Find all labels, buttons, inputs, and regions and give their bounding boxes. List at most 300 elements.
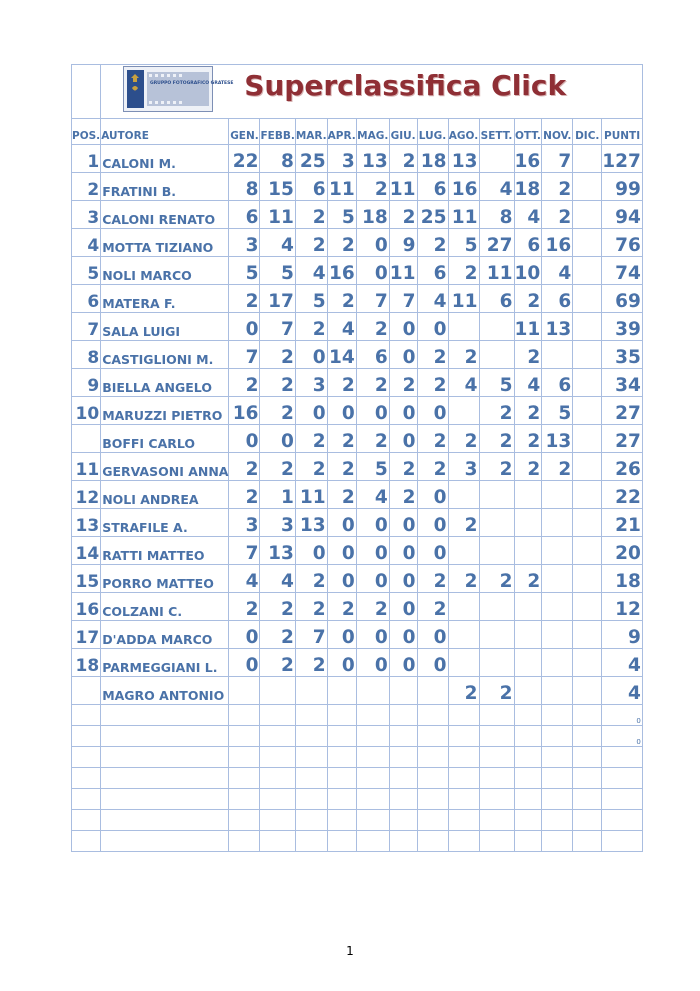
month-score-cell: 4 xyxy=(479,173,514,201)
header-cell: AUTORE xyxy=(101,119,229,145)
month-score-cell: 5 xyxy=(295,285,327,313)
empty-cell xyxy=(229,831,260,852)
month-score-cell xyxy=(479,537,514,565)
month-score-cell: 4 xyxy=(514,369,542,397)
empty-cell xyxy=(479,789,514,810)
month-score-cell: 0 xyxy=(356,621,389,649)
month-score-cell xyxy=(356,677,389,705)
month-score-cell: 18 xyxy=(417,145,448,173)
month-score-cell: 5 xyxy=(356,453,389,481)
empty-cell xyxy=(448,726,479,747)
month-score-cell xyxy=(573,229,602,257)
empty-cell xyxy=(356,705,389,726)
empty-row xyxy=(72,726,643,747)
empty-cell xyxy=(229,747,260,768)
empty-cell xyxy=(229,789,260,810)
month-score-cell: 6 xyxy=(542,285,573,313)
month-score-cell xyxy=(327,677,356,705)
month-score-cell: 2 xyxy=(327,425,356,453)
month-score-cell: 6 xyxy=(356,341,389,369)
month-score-cell: 2 xyxy=(448,509,479,537)
month-score-cell: 2 xyxy=(260,397,295,425)
empty-cell xyxy=(260,789,295,810)
month-score-cell: 2 xyxy=(389,453,417,481)
month-score-cell: 25 xyxy=(295,145,327,173)
month-score-cell: 4 xyxy=(356,481,389,509)
month-score-cell xyxy=(514,677,542,705)
month-score-cell: 2 xyxy=(229,369,260,397)
table-row xyxy=(72,621,643,649)
author-cell: CALONI M. xyxy=(101,145,229,173)
month-score-cell: 0 xyxy=(229,621,260,649)
month-score-cell: 2 xyxy=(229,453,260,481)
month-score-cell: 2 xyxy=(417,341,448,369)
table-row xyxy=(72,509,643,537)
empty-row xyxy=(72,810,643,831)
month-score-cell: 0 xyxy=(327,537,356,565)
month-score-cell: 2 xyxy=(327,229,356,257)
month-score-cell: 0 xyxy=(327,565,356,593)
month-score-cell: 11 xyxy=(389,173,417,201)
position-cell: 9 xyxy=(72,369,101,397)
position-cell: 14 xyxy=(72,537,101,565)
month-score-cell: 2 xyxy=(514,425,542,453)
author-cell: PARMEGGIANI L. xyxy=(101,649,229,677)
month-score-cell xyxy=(479,621,514,649)
month-score-cell: 2 xyxy=(356,313,389,341)
month-score-cell: 0 xyxy=(417,621,448,649)
empty-cell xyxy=(260,747,295,768)
empty-cell xyxy=(260,810,295,831)
month-score-cell: 2 xyxy=(229,481,260,509)
month-score-cell: 2 xyxy=(514,453,542,481)
month-score-cell: 13 xyxy=(295,509,327,537)
empty-cell xyxy=(295,810,327,831)
month-score-cell xyxy=(295,677,327,705)
total-points-cell: 4 xyxy=(602,677,643,705)
empty-cell xyxy=(448,810,479,831)
empty-cell xyxy=(448,831,479,852)
author-cell: SALA LUIGI xyxy=(101,313,229,341)
empty-cell xyxy=(356,810,389,831)
total-points-cell xyxy=(602,831,643,852)
month-score-cell: 2 xyxy=(514,565,542,593)
month-score-cell: 0 xyxy=(327,621,356,649)
empty-cell xyxy=(573,705,602,726)
month-score-cell: 7 xyxy=(542,145,573,173)
empty-cell xyxy=(417,705,448,726)
month-score-cell: 4 xyxy=(514,201,542,229)
month-score-cell: 4 xyxy=(295,257,327,285)
month-score-cell: 2 xyxy=(260,453,295,481)
month-score-cell: 1 xyxy=(260,481,295,509)
month-score-cell xyxy=(448,313,479,341)
page-title: Superclassifica Click xyxy=(244,69,567,102)
month-score-cell: 0 xyxy=(389,397,417,425)
month-score-cell: 7 xyxy=(356,285,389,313)
month-score-cell xyxy=(514,481,542,509)
month-score-cell: 2 xyxy=(479,565,514,593)
month-score-cell: 0 xyxy=(356,537,389,565)
empty-cell xyxy=(417,726,448,747)
month-score-cell: 4 xyxy=(327,313,356,341)
empty-cell xyxy=(72,726,101,747)
total-points-cell: 0 xyxy=(602,726,643,747)
empty-cell xyxy=(573,789,602,810)
empty-cell xyxy=(542,747,573,768)
month-score-cell: 4 xyxy=(542,257,573,285)
month-score-cell: 2 xyxy=(514,285,542,313)
empty-cell xyxy=(260,768,295,789)
month-score-cell: 2 xyxy=(389,201,417,229)
empty-cell xyxy=(295,768,327,789)
empty-cell xyxy=(229,810,260,831)
empty-cell xyxy=(101,789,229,810)
month-score-cell xyxy=(542,649,573,677)
month-score-cell: 4 xyxy=(417,285,448,313)
month-score-cell: 0 xyxy=(417,397,448,425)
month-score-cell: 0 xyxy=(389,649,417,677)
position-cell: 13 xyxy=(72,509,101,537)
empty-cell xyxy=(417,768,448,789)
empty-cell xyxy=(389,768,417,789)
month-score-cell xyxy=(573,425,602,453)
author-cell: BOFFI CARLO xyxy=(101,425,229,453)
month-score-cell: 27 xyxy=(479,229,514,257)
month-score-cell xyxy=(573,201,602,229)
month-score-cell: 3 xyxy=(229,229,260,257)
month-score-cell: 6 xyxy=(295,173,327,201)
month-score-cell: 4 xyxy=(229,565,260,593)
empty-cell xyxy=(448,747,479,768)
month-score-cell: 2 xyxy=(417,453,448,481)
month-score-cell: 0 xyxy=(327,397,356,425)
month-score-cell: 13 xyxy=(356,145,389,173)
month-score-cell: 2 xyxy=(389,145,417,173)
empty-cell xyxy=(417,831,448,852)
month-score-cell: 13 xyxy=(542,425,573,453)
month-score-cell: 3 xyxy=(448,453,479,481)
empty-cell xyxy=(356,768,389,789)
month-score-cell: 0 xyxy=(356,565,389,593)
month-score-cell: 7 xyxy=(260,313,295,341)
table-row xyxy=(72,341,643,369)
month-score-cell: 16 xyxy=(542,229,573,257)
month-score-cell: 11 xyxy=(448,201,479,229)
empty-cell xyxy=(573,810,602,831)
total-points-cell: 27 xyxy=(602,397,643,425)
empty-cell xyxy=(101,726,229,747)
month-score-cell: 0 xyxy=(356,509,389,537)
month-score-cell xyxy=(479,313,514,341)
empty-cell xyxy=(542,831,573,852)
month-score-cell: 2 xyxy=(295,649,327,677)
month-score-cell: 2 xyxy=(479,453,514,481)
position-cell xyxy=(72,677,101,705)
position-cell: 15 xyxy=(72,565,101,593)
month-score-cell xyxy=(542,341,573,369)
month-score-cell: 2 xyxy=(479,397,514,425)
month-score-cell xyxy=(448,649,479,677)
month-score-cell xyxy=(573,453,602,481)
empty-cell xyxy=(327,726,356,747)
empty-cell xyxy=(389,747,417,768)
month-score-cell: 0 xyxy=(295,537,327,565)
month-score-cell: 2 xyxy=(542,201,573,229)
empty-cell xyxy=(573,831,602,852)
table-row xyxy=(72,593,643,621)
position-cell: 18 xyxy=(72,649,101,677)
table-row xyxy=(72,173,643,201)
month-score-cell: 10 xyxy=(514,257,542,285)
month-score-cell: 2 xyxy=(260,649,295,677)
month-score-cell xyxy=(542,481,573,509)
table-row xyxy=(72,369,643,397)
month-score-cell: 5 xyxy=(229,257,260,285)
month-score-cell: 2 xyxy=(327,369,356,397)
position-cell xyxy=(72,425,101,453)
month-score-cell: 11 xyxy=(260,201,295,229)
position-cell: 3 xyxy=(72,201,101,229)
month-score-cell: 11 xyxy=(514,313,542,341)
empty-cell xyxy=(260,726,295,747)
total-points-cell: 20 xyxy=(602,537,643,565)
empty-row xyxy=(72,831,643,852)
month-score-cell: 2 xyxy=(542,453,573,481)
month-score-cell xyxy=(542,537,573,565)
position-cell: 6 xyxy=(72,285,101,313)
header-cell: GEN. xyxy=(229,119,260,145)
header-cell: FEBB. xyxy=(260,119,295,145)
month-score-cell: 2 xyxy=(327,481,356,509)
header-cell: PUNTI xyxy=(602,119,643,145)
month-score-cell xyxy=(479,481,514,509)
empty-cell xyxy=(327,747,356,768)
total-points-cell: 69 xyxy=(602,285,643,313)
empty-cell xyxy=(229,726,260,747)
total-points-cell: 39 xyxy=(602,313,643,341)
empty-row xyxy=(72,768,643,789)
total-points-cell: 94 xyxy=(602,201,643,229)
empty-cell xyxy=(295,789,327,810)
total-points-cell: 21 xyxy=(602,509,643,537)
author-cell: MOTTA TIZIANO xyxy=(101,229,229,257)
month-score-cell: 2 xyxy=(542,173,573,201)
table-row xyxy=(72,537,643,565)
empty-cell xyxy=(101,768,229,789)
author-cell: MAGRO ANTONIO xyxy=(101,677,229,705)
month-score-cell xyxy=(514,621,542,649)
month-score-cell: 2 xyxy=(295,425,327,453)
month-score-cell: 2 xyxy=(417,425,448,453)
table-row xyxy=(72,285,643,313)
month-score-cell: 0 xyxy=(229,313,260,341)
month-score-cell xyxy=(542,677,573,705)
month-score-cell: 2 xyxy=(327,593,356,621)
author-cell: CASTIGLIONI M. xyxy=(101,341,229,369)
month-score-cell: 6 xyxy=(417,257,448,285)
month-score-cell xyxy=(573,341,602,369)
empty-cell xyxy=(542,705,573,726)
total-points-cell: 0 xyxy=(602,705,643,726)
month-score-cell: 0 xyxy=(417,481,448,509)
position-cell: 8 xyxy=(72,341,101,369)
author-cell: NOLI ANDREA xyxy=(101,481,229,509)
empty-cell xyxy=(542,768,573,789)
month-score-cell: 0 xyxy=(356,257,389,285)
month-score-cell: 11 xyxy=(389,257,417,285)
month-score-cell: 0 xyxy=(389,621,417,649)
month-score-cell: 2 xyxy=(417,229,448,257)
empty-cell xyxy=(260,831,295,852)
month-score-cell: 22 xyxy=(229,145,260,173)
month-score-cell: 16 xyxy=(229,397,260,425)
month-score-cell: 2 xyxy=(356,593,389,621)
empty-cell xyxy=(573,768,602,789)
classifica-table xyxy=(71,64,643,852)
author-cell: PORRO MATTEO xyxy=(101,565,229,593)
month-score-cell: 13 xyxy=(448,145,479,173)
empty-row xyxy=(72,747,643,768)
month-score-cell: 2 xyxy=(260,369,295,397)
month-score-cell: 0 xyxy=(389,425,417,453)
month-score-cell: 7 xyxy=(389,285,417,313)
month-score-cell xyxy=(448,593,479,621)
total-points-cell: 4 xyxy=(602,649,643,677)
month-score-cell: 2 xyxy=(479,677,514,705)
month-score-cell xyxy=(542,565,573,593)
month-score-cell: 7 xyxy=(229,341,260,369)
month-score-cell xyxy=(573,509,602,537)
header-row xyxy=(72,119,643,145)
month-score-cell xyxy=(229,677,260,705)
month-score-cell: 0 xyxy=(356,397,389,425)
month-score-cell xyxy=(573,369,602,397)
table-row xyxy=(72,481,643,509)
month-score-cell: 0 xyxy=(229,649,260,677)
month-score-cell xyxy=(573,677,602,705)
empty-cell xyxy=(514,831,542,852)
month-score-cell xyxy=(479,593,514,621)
empty-cell xyxy=(573,747,602,768)
month-score-cell: 2 xyxy=(356,425,389,453)
total-points-cell: 35 xyxy=(602,341,643,369)
month-score-cell: 2 xyxy=(389,369,417,397)
position-cell: 17 xyxy=(72,621,101,649)
author-cell: STRAFILE A. xyxy=(101,509,229,537)
month-score-cell: 11 xyxy=(295,481,327,509)
empty-cell xyxy=(72,705,101,726)
month-score-cell: 2 xyxy=(417,565,448,593)
total-points-cell: 34 xyxy=(602,369,643,397)
month-score-cell xyxy=(573,173,602,201)
position-cell: 1 xyxy=(72,145,101,173)
empty-cell xyxy=(389,705,417,726)
month-score-cell: 6 xyxy=(479,285,514,313)
month-score-cell: 11 xyxy=(479,257,514,285)
total-points-cell xyxy=(602,810,643,831)
header-cell: GIU. xyxy=(389,119,417,145)
author-cell: GERVASONI ANNA xyxy=(101,453,229,481)
month-score-cell: 9 xyxy=(389,229,417,257)
month-score-cell: 8 xyxy=(260,145,295,173)
month-score-cell xyxy=(573,593,602,621)
header-cell: SETT. xyxy=(479,119,514,145)
month-score-cell: 25 xyxy=(417,201,448,229)
month-score-cell xyxy=(573,537,602,565)
month-score-cell: 2 xyxy=(295,565,327,593)
month-score-cell: 2 xyxy=(229,285,260,313)
empty-cell xyxy=(542,789,573,810)
month-score-cell xyxy=(479,649,514,677)
month-score-cell: 0 xyxy=(327,649,356,677)
month-score-cell xyxy=(514,509,542,537)
author-cell: FRATINI B. xyxy=(101,173,229,201)
month-score-cell: 0 xyxy=(356,649,389,677)
month-score-cell xyxy=(573,313,602,341)
month-score-cell: 13 xyxy=(260,537,295,565)
month-score-cell: 7 xyxy=(295,621,327,649)
month-score-cell xyxy=(514,649,542,677)
total-points-cell xyxy=(602,768,643,789)
total-points-cell: 18 xyxy=(602,565,643,593)
month-score-cell: 18 xyxy=(514,173,542,201)
total-points-cell: 99 xyxy=(602,173,643,201)
position-cell: 2 xyxy=(72,173,101,201)
month-score-cell: 2 xyxy=(417,369,448,397)
month-score-cell xyxy=(573,145,602,173)
month-score-cell: 2 xyxy=(448,341,479,369)
header-cell: DIC. xyxy=(573,119,602,145)
empty-cell xyxy=(389,810,417,831)
month-score-cell xyxy=(260,677,295,705)
month-score-cell: 4 xyxy=(260,229,295,257)
month-score-cell: 2 xyxy=(356,173,389,201)
empty-cell xyxy=(229,768,260,789)
page-number: 1 xyxy=(346,944,354,958)
header-cell: APR. xyxy=(327,119,356,145)
table-row xyxy=(72,649,643,677)
author-cell: RATTI MATTEO xyxy=(101,537,229,565)
author-cell: MATERA F. xyxy=(101,285,229,313)
empty-cell xyxy=(72,789,101,810)
empty-cell xyxy=(229,705,260,726)
header-cell: NOV. xyxy=(542,119,573,145)
month-score-cell xyxy=(448,397,479,425)
total-points-cell: 22 xyxy=(602,481,643,509)
empty-cell xyxy=(356,831,389,852)
month-score-cell: 2 xyxy=(479,425,514,453)
empty-cell xyxy=(573,726,602,747)
empty-cell xyxy=(479,705,514,726)
author-cell: BIELLA ANGELO xyxy=(101,369,229,397)
month-score-cell: 2 xyxy=(514,341,542,369)
table-row xyxy=(72,201,643,229)
month-score-cell: 11 xyxy=(448,285,479,313)
empty-cell xyxy=(542,726,573,747)
month-score-cell: 14 xyxy=(327,341,356,369)
empty-cell xyxy=(448,705,479,726)
month-score-cell: 3 xyxy=(327,145,356,173)
club-logo xyxy=(123,66,234,112)
month-score-cell xyxy=(573,649,602,677)
month-score-cell: 5 xyxy=(260,257,295,285)
month-score-cell xyxy=(448,621,479,649)
empty-cell xyxy=(327,705,356,726)
month-score-cell xyxy=(573,285,602,313)
month-score-cell: 18 xyxy=(356,201,389,229)
header-cell: MAR. xyxy=(295,119,327,145)
